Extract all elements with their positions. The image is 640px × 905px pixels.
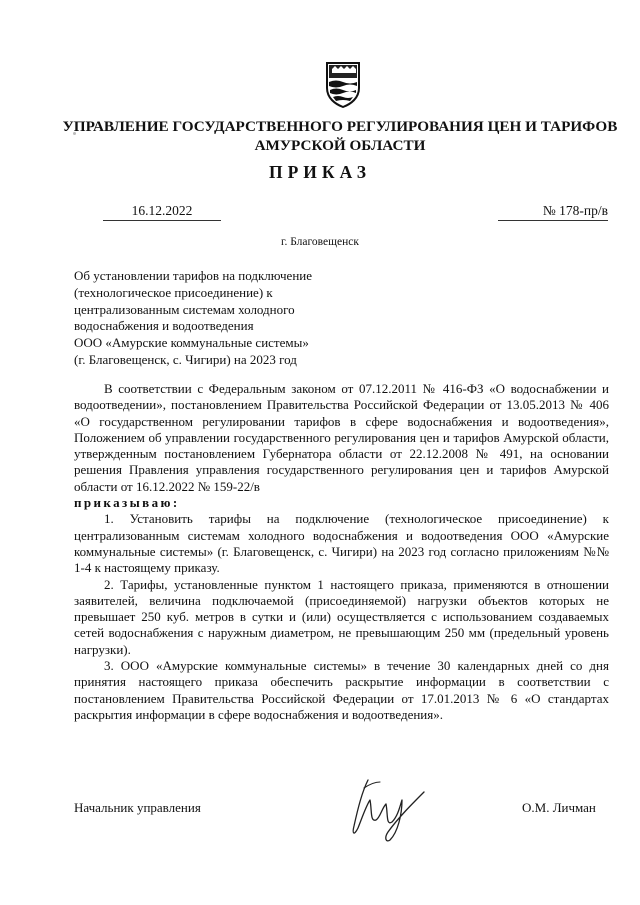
subject-line: централизованным системам холодного <box>74 301 295 317</box>
preamble-paragraph: В соответствии с Федеральным законом от 07.12.2011 № 416-ФЗ «О водоснабжении и водоотведении», постановлением Правительства Российской Федерации от 13.05.2013 № 406 «О государственном регулировании тарифов в сфере водоснабжения и водоотведения», Положением об управлении государственного регулирования цен и тарифов Амурской области, утвержденным постановлением Губернатора области от 22.12.2008 № 491, на основании решения Правления управления государственного регулирования цен и тарифов Амурской области от 16.12.2022 № 159-22/в <box>74 381 609 494</box>
order-word: приказываю: <box>74 495 180 511</box>
organization-name: УПРАВЛЕНИЕ ГОСУДАРСТВЕННОГО РЕГУЛИРОВАНИЯ ЦЕН И ТАРИФОВ АМУРСКОЙ ОБЛАСТИ <box>62 118 618 154</box>
document-date: 16.12.2022 <box>103 203 221 221</box>
document-type: ПРИКАЗ <box>268 162 372 182</box>
subject-line: водоснабжения и водоотведения <box>74 318 254 334</box>
order-item-2: 2. Тарифы, установленные пунктом 1 настоящего приказа, применяются в отношении заявителей, величина подключаемой (присоединяемой) нагрузки объектов которых не превышает 250 куб. метров в сутки и (или) осуществляется с использованием создаваемых сетей водоснабжения с наружным диаметром, не превышающим 250 мм (предельный уровень нагрузки). <box>74 576 609 657</box>
document-number: № 178-пр/в <box>498 203 608 221</box>
document-city: г. Благовещенск <box>281 236 359 248</box>
handwritten-signature-icon <box>340 770 430 845</box>
subject-line: (г. Благовещенск, с. Чигири) на 2023 год <box>74 351 297 367</box>
subject-block <box>74 268 374 369</box>
subject-line: (технологическое присоединение) к <box>74 284 273 300</box>
signatory-name: О.М. Личман <box>522 800 596 815</box>
subject-line: Об установлении тарифов на подключение <box>74 268 312 283</box>
body-text <box>74 381 609 723</box>
signatory-position: Начальник управления <box>74 800 201 815</box>
amur-region-coat-of-arms-icon <box>324 60 362 108</box>
subject-line: ООО «Амурские коммунальные системы» <box>74 335 309 351</box>
order-item-3: 3. ООО «Амурские коммунальные системы» в течение 30 календарных дней со дня принятия настоящего приказа обеспечить раскрытие информации в соответствии с постановлением Правительства Российской Федерации от 17.01.2013 № 6 «О стандартах раскрытия информации в сфере водоснабжения и водоотведения». <box>74 658 609 722</box>
order-item-1: 1. Установить тарифы на подключение (технологическое присоединение) к централизованным системам холодного водоснабжения и водоотведения ООО «Амурские коммунальные системы» (г. Благовещенск, с. Чигири) на 2023 год согласно приложениям №№ 1-4 к настоящему приказу. <box>74 511 609 576</box>
